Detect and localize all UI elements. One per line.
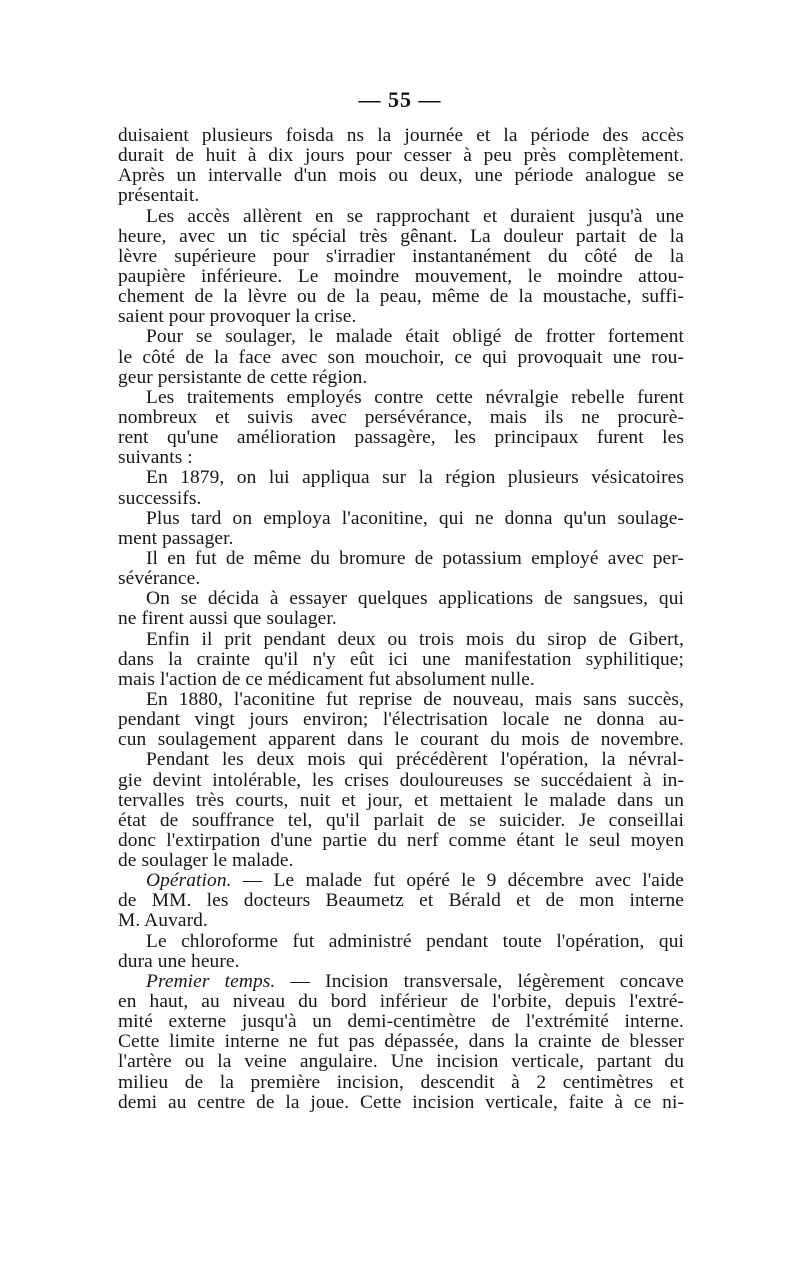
text-line	[118, 932, 684, 952]
text-line	[118, 428, 684, 448]
text-line-content: rent qu'une amélioration passagère, les principaux furent les	[118, 427, 684, 449]
text-line	[118, 549, 684, 569]
text-line-content: donc l'extirpation d'une partie du nerf comme étant le seul moyen	[118, 829, 684, 851]
text-line	[118, 670, 684, 690]
text-line-content: heure, avec un tic spécial très gênant. La douleur partait de la	[118, 225, 684, 247]
text-line	[118, 287, 684, 307]
text-line-content: mais l'action de ce médicament fut absolument nulle.	[118, 668, 535, 690]
text-line-content: lèvre supérieure pour s'irradier instantanément du côté de la	[118, 245, 684, 267]
text-line-content: état de souffrance tel, qu'il parlait de se suicider. Je conseillai	[118, 809, 684, 831]
text-line	[118, 992, 684, 1012]
text-line	[118, 1032, 684, 1052]
text-line-content: saient pour provoquer la crise.	[118, 306, 357, 328]
text-line-content: Après un intervalle d'un mois ou deux, une période analogue se	[118, 165, 684, 187]
text-line	[118, 207, 684, 227]
text-line	[118, 690, 684, 710]
text-line-content: Les accès allèrent en se rapprochant et duraient jusqu'à une	[146, 205, 684, 227]
text-line-content: paupière inférieure. Le moindre mouvement, le moindre attou-	[118, 265, 684, 287]
text-line	[118, 247, 684, 267]
text-line-content: ment passager.	[118, 527, 234, 549]
text-line	[118, 509, 684, 529]
text-line	[118, 489, 684, 509]
page-number: — 55 —	[358, 87, 442, 112]
text-line-content: demi au centre de la joue. Cette incision verticale, faite à ce ni-	[118, 1091, 684, 1113]
text-line	[118, 388, 684, 408]
text-line-content: présentait.	[118, 185, 200, 207]
text-line-content: duisaient plusieurs foisda ns la journée et la période des accès	[118, 125, 684, 146]
text-line-content: Pour se soulager, le malade était obligé de frotter fortement	[146, 326, 684, 348]
text-line	[118, 569, 684, 589]
text-line-content: pendant vingt jours environ; l'électrisation locale ne donna au-	[118, 709, 684, 731]
text-line	[118, 972, 684, 992]
text-line	[118, 771, 684, 791]
text-line-content: En 1879, on lui appliqua sur la région plusieurs vésicatoires	[146, 467, 684, 489]
text-line-content: Le chloroforme fut administré pendant toute l'opération, qui	[146, 930, 684, 952]
text-line	[118, 1073, 684, 1093]
text-line-content: dans la crainte qu'il n'y eût ici une manifestation syphilitique;	[118, 648, 684, 670]
text-line	[118, 589, 684, 609]
text-line-content: tervalles très courts, nuit et jour, et mettaient le malade dans un	[118, 789, 684, 811]
text-line-content: chement de la lèvre ou de la peau, même de la moustache, suffi-	[118, 286, 684, 308]
text-line	[118, 871, 684, 891]
text-line-content: geur persistante de cette région.	[118, 366, 368, 388]
text-line-content: Pendant les deux mois qui précédèrent l'opération, la névral-	[146, 749, 684, 771]
text-line	[118, 448, 684, 468]
text-line	[118, 851, 684, 871]
text-line	[118, 1093, 684, 1113]
text-line-content: mité externe jusqu'à un demi-centimètre de l'extrémité interne.	[118, 1011, 684, 1033]
text-line	[118, 529, 684, 549]
text-line-content: cun soulagement apparent dans le courant du mois de novembre.	[118, 729, 684, 751]
text-line	[118, 831, 684, 851]
text-line	[118, 650, 684, 670]
text-line-content: l'artère ou la veine angulaire. Une incision verticale, partant du	[118, 1051, 684, 1073]
text-line	[118, 267, 684, 287]
text-line	[118, 730, 684, 750]
text-line-content: durait de huit à dix jours pour cesser à peu près complètement.	[118, 145, 684, 167]
italic-heading: Premier temps.	[146, 970, 276, 992]
text-line	[118, 126, 684, 146]
text-line-content: Plus tard on employa l'aconitine, qui ne donna qu'un soulage-	[146, 507, 684, 529]
text-line-content: Cette limite interne ne fut pas dépassée, dans la crainte de blesser	[118, 1031, 684, 1053]
text-line-content: Enfin il prit pendant deux ou trois mois du sirop de Gibert,	[146, 628, 684, 650]
text-line	[118, 791, 684, 811]
text-line-content: suivants :	[118, 447, 193, 469]
text-line-content: ne firent aussi que soulager.	[118, 608, 337, 630]
text-line-content: le côté de la face avec son mouchoir, ce qui provoquait une rou-	[118, 346, 684, 368]
text-line-content: En 1880, l'aconitine fut reprise de nouveau, mais sans succès,	[146, 688, 684, 710]
text-line	[118, 166, 684, 186]
text-line-content: de soulager le malade.	[118, 850, 294, 872]
text-line	[118, 630, 684, 650]
text-line	[118, 227, 684, 247]
text-line	[118, 609, 684, 629]
text-line	[118, 891, 684, 911]
text-line-content: nombreux et suivis avec persévérance, mais ils ne procurè-	[118, 406, 684, 428]
text-line-content: de MM. les docteurs Beaumetz et Bérald et de mon interne	[118, 890, 684, 912]
text-line	[118, 146, 684, 166]
text-line-content: dura une heure.	[118, 950, 240, 972]
text-line-content: — Incision transversale, légèrement concave	[275, 970, 685, 992]
text-line	[118, 952, 684, 972]
italic-heading: Opération.	[146, 870, 232, 892]
text-line	[118, 327, 684, 347]
text-line	[118, 468, 684, 488]
text-line	[118, 911, 684, 931]
text-line-content: successifs.	[118, 487, 202, 509]
text-line	[118, 1012, 684, 1032]
text-line	[118, 408, 684, 428]
text-line-content: Les traitements employés contre cette névralgie rebelle furent	[146, 386, 684, 408]
text-line-content: M. Auvard.	[118, 910, 208, 932]
text-line-content: milieu de la première incision, descendit à 2 centimètres et	[118, 1071, 684, 1093]
text-line	[118, 368, 684, 388]
text-line-content: en haut, au niveau du bord inférieur de l'orbite, depuis l'extré-	[118, 991, 684, 1013]
text-line	[118, 307, 684, 327]
text-line	[118, 186, 684, 206]
text-line-content: sévérance.	[118, 568, 201, 590]
text-line-content: gie devint intolérable, les crises douloureuses se succédaient à in-	[118, 769, 684, 791]
text-line	[118, 1052, 684, 1072]
text-line	[118, 710, 684, 730]
text-line-content: — Le malade fut opéré le 9 décembre avec l'aide	[231, 870, 684, 892]
text-line	[118, 348, 684, 368]
text-line	[118, 811, 684, 831]
text-line	[118, 750, 684, 770]
body-text	[118, 126, 684, 1113]
text-line-content: On se décida à essayer quelques applications de sangsues, qui	[146, 588, 684, 610]
text-line-content: Il en fut de même du bromure de potassium employé avec per-	[146, 547, 684, 569]
